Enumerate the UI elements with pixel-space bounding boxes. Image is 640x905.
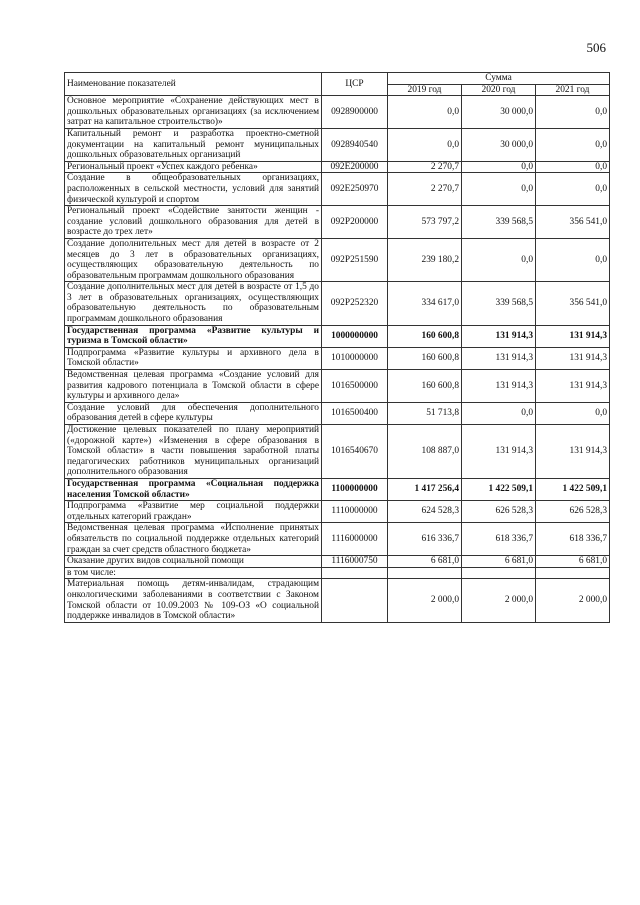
row-value-2019: 6 681,0 — [388, 556, 462, 568]
row-value-2020: 0,0 — [462, 161, 536, 173]
row-value-2020: 131 914,3 — [462, 370, 536, 403]
row-csr: 092P251590 — [322, 238, 388, 281]
row-name: Материальная помощь детям-инвалидам, страдающим онкологическими заболеваниями в соответствии с Законом Томской области от 10.09.2003 № 109-ОЗ «О социальной поддержке инвалидов в Томской области» — [65, 579, 322, 622]
row-value-2020 — [462, 567, 536, 579]
row-csr: 1016500400 — [322, 402, 388, 424]
row-value-2019: 624 528,3 — [388, 501, 462, 523]
row-value-2019: 334 617,0 — [388, 282, 462, 325]
header-year-2021: 2021 год — [536, 84, 610, 96]
row-csr — [322, 567, 388, 579]
header-year-2020: 2020 год — [462, 84, 536, 96]
row-csr: 1000000000 — [322, 325, 388, 347]
row-csr: 0928940540 — [322, 128, 388, 161]
row-value-2019: 160 600,8 — [388, 325, 462, 347]
row-value-2020: 626 528,3 — [462, 501, 536, 523]
row-csr: 1016500000 — [322, 370, 388, 403]
row-name: в том числе: — [65, 567, 322, 579]
row-value-2020: 131 914,3 — [462, 347, 536, 369]
row-name: Капитальный ремонт и разработка проектно-сметной документации на капитальный ремонт муниципальных дошкольных образовательных организаций — [65, 128, 322, 161]
table-row — [65, 523, 610, 556]
row-value-2020: 30 000,0 — [462, 128, 536, 161]
row-name: Ведомственная целевая программа «Исполнение принятых обязательств по социальной поддержке отдельных категорий граждан за счет средств областного бюджета» — [65, 523, 322, 556]
row-value-2020: 0,0 — [462, 173, 536, 206]
row-value-2020: 30 000,0 — [462, 96, 536, 129]
row-value-2021: 0,0 — [536, 128, 610, 161]
table-row — [65, 161, 610, 173]
row-value-2020: 131 914,3 — [462, 425, 536, 479]
row-value-2019: 1 417 256,4 — [388, 478, 462, 500]
row-value-2021: 0,0 — [536, 238, 610, 281]
row-value-2021: 356 541,0 — [536, 206, 610, 239]
row-value-2021: 626 528,3 — [536, 501, 610, 523]
row-value-2020: 339 568,5 — [462, 282, 536, 325]
row-value-2019: 239 180,2 — [388, 238, 462, 281]
table-row — [65, 96, 610, 129]
row-value-2019: 2 000,0 — [388, 579, 462, 622]
table-row — [65, 370, 610, 403]
row-value-2021 — [536, 567, 610, 579]
row-value-2019: 573 797,2 — [388, 206, 462, 239]
row-value-2021: 6 681,0 — [536, 556, 610, 568]
table-row — [65, 347, 610, 369]
budget-table — [64, 72, 610, 623]
row-value-2019: 0,0 — [388, 96, 462, 129]
table-row — [65, 501, 610, 523]
row-csr: 0928900000 — [322, 96, 388, 129]
row-value-2019 — [388, 567, 462, 579]
page-number: 506 — [586, 40, 606, 55]
row-value-2020: 1 422 509,1 — [462, 478, 536, 500]
row-value-2021: 1 422 509,1 — [536, 478, 610, 500]
row-value-2019: 160 600,8 — [388, 370, 462, 403]
row-value-2021: 131 914,3 — [536, 325, 610, 347]
row-value-2021: 131 914,3 — [536, 347, 610, 369]
row-name: Создание условий для обеспечения дополнительного образования детей в сфере культуры — [65, 402, 322, 424]
row-csr: 092P252320 — [322, 282, 388, 325]
row-name: Государственная программа «Развитие культуры и туризма в Томской области» — [65, 325, 322, 347]
row-name: Достижение целевых показателей по плану мероприятий («дорожной карте») «Изменения в сфере образования в Томской области» в части повышения заработной платы педагогических работников муниципальных организаций дополнительного образования — [65, 425, 322, 479]
table-row — [65, 567, 610, 579]
table-row — [65, 478, 610, 500]
row-value-2021: 2 000,0 — [536, 579, 610, 622]
row-value-2020: 339 568,5 — [462, 206, 536, 239]
table-row — [65, 425, 610, 479]
table-row — [65, 173, 610, 206]
row-value-2019: 2 270,7 — [388, 161, 462, 173]
table-row — [65, 325, 610, 347]
header-csr: ЦСР — [322, 73, 388, 96]
row-value-2019: 160 600,8 — [388, 347, 462, 369]
row-value-2020: 0,0 — [462, 402, 536, 424]
table-row — [65, 206, 610, 239]
row-name: Оказание других видов социальной помощи — [65, 556, 322, 568]
row-value-2021: 0,0 — [536, 96, 610, 129]
table-row — [65, 556, 610, 568]
row-csr: 1116000750 — [322, 556, 388, 568]
row-name: Ведомственная целевая программа «Создание условий для развития кадрового потенциала в Томской области в сфере культуры и архивного дела» — [65, 370, 322, 403]
row-csr: 092E200000 — [322, 161, 388, 173]
row-name: Создание дополнительных мест для детей в возрасте от 2 месяцев до 3 лет в образовательных организациях, осуществляющих образовательную деятельность по образовательным программам дошкольного образования — [65, 238, 322, 281]
header-name: Наименование показателей — [65, 73, 322, 96]
row-value-2021: 0,0 — [536, 161, 610, 173]
row-csr — [322, 579, 388, 622]
row-value-2019: 51 713,8 — [388, 402, 462, 424]
row-value-2021: 131 914,3 — [536, 425, 610, 479]
row-value-2020: 0,0 — [462, 238, 536, 281]
row-csr: 1010000000 — [322, 347, 388, 369]
row-csr: 1116000000 — [322, 523, 388, 556]
row-name: Государственная программа «Социальная поддержка населения Томской области» — [65, 478, 322, 500]
row-csr: 092E250970 — [322, 173, 388, 206]
row-name: Подпрограмма «Развитие культуры и архивного дела в Томской области» — [65, 347, 322, 369]
table-row — [65, 128, 610, 161]
row-name: Создание дополнительных мест для детей в возрасте от 1,5 до 3 лет в образовательных организациях, осуществляющих образовательную деятельность по образовательным программам дошкольного образования — [65, 282, 322, 325]
row-csr: 1110000000 — [322, 501, 388, 523]
row-name: Региональный проект «Успех каждого ребенка» — [65, 161, 322, 173]
row-value-2020: 131 914,3 — [462, 325, 536, 347]
row-value-2019: 108 887,0 — [388, 425, 462, 479]
row-name: Создание в общеобразовательных организациях, расположенных в сельской местности, условий для занятий физической культурой и спортом — [65, 173, 322, 206]
header-sum: Сумма — [388, 73, 610, 85]
row-value-2020: 2 000,0 — [462, 579, 536, 622]
table-row — [65, 402, 610, 424]
row-value-2019: 2 270,7 — [388, 173, 462, 206]
row-value-2021: 0,0 — [536, 402, 610, 424]
table-row — [65, 579, 610, 622]
table-row — [65, 282, 610, 325]
row-csr: 092P200000 — [322, 206, 388, 239]
row-csr: 1100000000 — [322, 478, 388, 500]
row-value-2020: 618 336,7 — [462, 523, 536, 556]
row-name: Подпрограмма «Развитие мер социальной поддержки отдельных категорий граждан» — [65, 501, 322, 523]
row-csr: 1016540670 — [322, 425, 388, 479]
row-name: Основное мероприятие «Сохранение действующих мест в дошкольных образовательных организациях (за исключением затрат на капитальное строительство)» — [65, 96, 322, 129]
row-value-2021: 618 336,7 — [536, 523, 610, 556]
row-value-2021: 0,0 — [536, 173, 610, 206]
row-value-2019: 0,0 — [388, 128, 462, 161]
table-row — [65, 238, 610, 281]
row-name: Региональный проект «Содействие занятости женщин - создание условий дошкольного образования для детей в возрасте до трех лет» — [65, 206, 322, 239]
row-value-2019: 616 336,7 — [388, 523, 462, 556]
row-value-2020: 6 681,0 — [462, 556, 536, 568]
row-value-2021: 356 541,0 — [536, 282, 610, 325]
row-value-2021: 131 914,3 — [536, 370, 610, 403]
header-year-2019: 2019 год — [388, 84, 462, 96]
